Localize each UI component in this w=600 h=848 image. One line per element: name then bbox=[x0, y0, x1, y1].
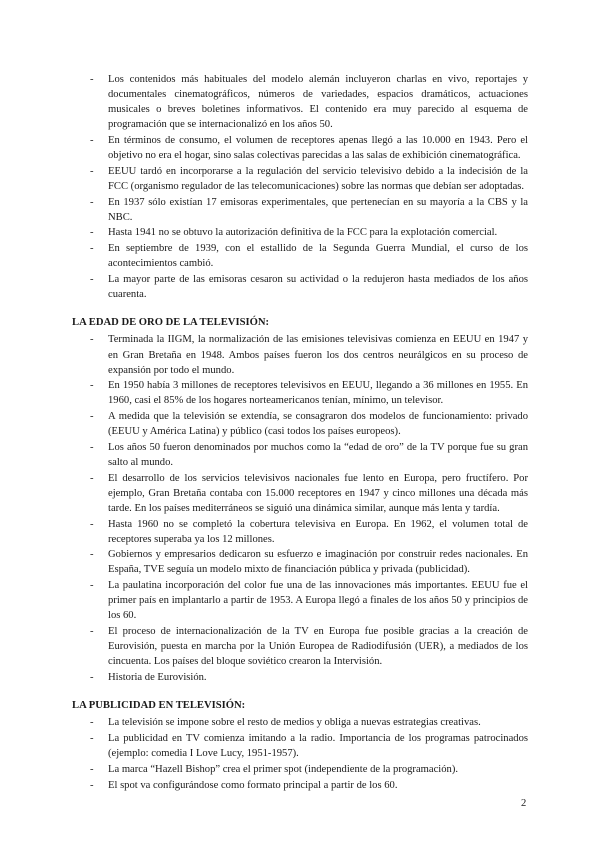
list-item: - Hasta 1941 no se obtuvo la autorización definitiva de la FCC para la explotación comercial. bbox=[90, 227, 498, 239]
list-item-text: En términos de consumo, el volumen de receptores apenas llegó a las 10.000 en 1943. Pero el objetivo no era el hogar, sino salas colectivas parecidas a las salas de exhibición cinematográfica. bbox=[108, 134, 528, 162]
list-item-text: Los años 50 fueron denominados por muchos como la “edad de oro” de la TV porque fue su gran salto al mundo. bbox=[108, 441, 528, 468]
list-item: - La publicidad en TV comienza imitando a la radio. Importancia de los programas patrocinados (ejemplo: comedia I Love Lucy, 1951-1957). bbox=[90, 733, 528, 760]
list-item: - En términos de consumo, el volumen de receptores apenas llegó a las 10.000 en 1943. Pero el objetivo no era el hogar, sino salas colectivas parecidas a las salas de exhibición cinematográfica. bbox=[90, 134, 528, 162]
advertising-list bbox=[72, 715, 528, 792]
list-item-text: La televisión se impone sobre el resto de medios y obliga a nuevas estrategias creativas. bbox=[108, 717, 481, 729]
page-number: 2 bbox=[521, 798, 527, 809]
list-item: - La televisión se impone sobre el resto de medios y obliga a nuevas estrategias creativas. bbox=[90, 717, 481, 729]
list-item-text: El desarrollo de los servicios televisivos nacionales fue lento en Europa, pero fructífero. Por ejemplo, Gran Bretaña contaba con 15.000 receptores en 1947 y cinco millones una década más tarde. En los países mediterráneos se siguió una dinámica similar, aunque más lenta y tardía. bbox=[108, 472, 528, 514]
list-item: - El spot va configurándose como formato principal a partir de los 60. bbox=[90, 779, 398, 791]
list-item: - EEUU tardó en incorporarse a la regulación del servicio televisivo debido a la indecisión de la FCC (organismo regulador de las telecomunicaciones) sobre las normas que debían ser adoptadas. bbox=[90, 165, 528, 192]
list-item: - Terminada la IIGM, la normalización de las emisiones televisivas comienza en EEUU en 1947 y en Gran Bretaña en 1948. Ambos países fueron los dos centros neurálgicos en su proceso de expansión por todo el mundo. bbox=[90, 334, 528, 376]
intro-list bbox=[72, 72, 528, 302]
list-item-text: La paulatina incorporación del color fue una de las innovaciones más importantes. EEUU fue el primer país en implantarlo a partir de 1953. A Europa llegó a finales de los años 50 y principios de los 60. bbox=[108, 580, 528, 622]
page-content bbox=[72, 72, 528, 793]
golden-age-list bbox=[72, 332, 528, 685]
list-item: - El proceso de internacionalización de la TV en Europa fue posible gracias a la creación de Eurovisión, puesta en marcha por la Unión Europea de Radiodifusión (UER), a mediados de los cincuenta. Los países del bloque soviético crearon la Intervisión. bbox=[90, 626, 528, 668]
list-item-text: Los contenidos más habituales del modelo alemán incluyeron charlas en vivo, reportajes y documentales cinematográficos, números de variedades, espacios dramáticos, actuaciones musicales o breves boletines informativos. El contenido era muy parecido al esquema de programación que se internacionalizó en los años 50. bbox=[108, 74, 528, 131]
list-item-text: El proceso de internacionalización de la TV en Europa fue posible gracias a la creación de Eurovisión, puesta en marcha por la Unión Europea de Radiodifusión (UER), a mediados de los cincuenta. Los países del bloque soviético crearon la Intervisión. bbox=[108, 626, 528, 668]
list-item-text: Terminada la IIGM, la normalización de las emisiones televisivas comienza en EEUU en 1947 y en Gran Bretaña en 1948. Ambos países fueron los dos centros neurálgicos en su proceso de expansión por todo el mundo. bbox=[108, 334, 528, 376]
list-item: - Historia de Eurovisión. bbox=[90, 671, 207, 683]
list-item-text: En septiembre de 1939, con el estallido de la Segunda Guerra Mundial, el curso de los acontecimientos cambió. bbox=[108, 243, 528, 270]
list-item: - A medida que la televisión se extendía, se consagraron dos modelos de funcionamiento: privado (EEUU y América Latina) y público (casi todos los países europeos). bbox=[90, 411, 528, 438]
list-item-text: El spot va configurándose como formato principal a partir de los 60. bbox=[108, 779, 398, 791]
list-item-text: En 1937 sólo existían 17 emisoras experimentales, que pertenecían en su mayoría a la CBS y la NBC. bbox=[108, 196, 528, 223]
list-item-text: La mayor parte de las emisoras cesaron su actividad o la redujeron hasta mediados de los años cuarenta. bbox=[108, 273, 528, 300]
list-item-text: A medida que la televisión se extendía, se consagraron dos modelos de funcionamiento: privado (EEUU y América Latina) y público (casi todos los países europeos). bbox=[108, 411, 528, 438]
list-item: - En septiembre de 1939, con el estallido de la Segunda Guerra Mundial, el curso de los acontecimientos cambió. bbox=[90, 243, 528, 270]
list-item-text: EEUU tardó en incorporarse a la regulación del servicio televisivo debido a la indecisión de la FCC (organismo regulador de las telecomunicaciones) sobre las normas que debían ser adoptadas. bbox=[108, 165, 528, 192]
list-item-text: Gobiernos y empresarios dedicaron su esfuerzo e imaginación por construir redes nacionales. En España, TVE seguía un modelo mixto de financiación pública y privada (publicidad). bbox=[108, 549, 528, 576]
section-heading-golden-age: LA EDAD DE ORO DE LA TELEVISIÓN: bbox=[72, 316, 270, 328]
list-item: - Hasta 1960 no se completó la cobertura televisiva en Europa. En 1962, el volumen total de receptores superaba ya los 12 millones. bbox=[90, 518, 528, 545]
section-heading-advertising: LA PUBLICIDAD EN TELEVISIÓN: bbox=[72, 699, 246, 711]
list-item: - Los años 50 fueron denominados por muchos como la “edad de oro” de la TV porque fue su gran salto al mundo. bbox=[90, 441, 528, 468]
list-item: - Gobiernos y empresarios dedicaron su esfuerzo e imaginación por construir redes nacionales. En España, TVE seguía un modelo mixto de financiación pública y privada (publicidad). bbox=[90, 549, 528, 576]
list-item-text: Historia de Eurovisión. bbox=[108, 671, 207, 683]
list-item-text: Hasta 1960 no se completó la cobertura televisiva en Europa. En 1962, el volumen total de receptores superaba ya los 12 millones. bbox=[108, 518, 528, 545]
list-item: - En 1950 había 3 millones de receptores televisivos en EEUU, llegando a 36 millones en 1955. En 1960, casi el 85% de los hogares norteamericanos tenían, mínimo, un televisor. bbox=[90, 380, 528, 407]
list-item-text: En 1950 había 3 millones de receptores televisivos en EEUU, llegando a 36 millones en 1955. En 1960, casi el 85% de los hogares norteamericanos tenían, mínimo, un televisor. bbox=[108, 380, 528, 407]
list-item: - La mayor parte de las emisoras cesaron su actividad o la redujeron hasta mediados de los años cuarenta. bbox=[90, 273, 528, 300]
list-item: - La marca “Hazell Bishop” crea el primer spot (independiente de la programación). bbox=[90, 763, 459, 775]
list-item-text: Hasta 1941 no se obtuvo la autorización definitiva de la FCC para la explotación comercial. bbox=[108, 227, 498, 239]
list-item: - La paulatina incorporación del color fue una de las innovaciones más importantes. EEUU fue el primer país en implantarlo a partir de 1953. A Europa llegó a finales de los años 50 y principios de los 60. bbox=[90, 580, 528, 622]
list-item: - El desarrollo de los servicios televisivos nacionales fue lento en Europa, pero fructífero. Por ejemplo, Gran Bretaña contaba con 15.000 receptores en 1947 y cinco millones una década más tarde. En los países mediterráneos se siguió una dinámica similar, aunque más lenta y tardía. bbox=[90, 472, 528, 514]
list-item: - En 1937 sólo existían 17 emisoras experimentales, que pertenecían en su mayoría a la CBS y la NBC. bbox=[90, 196, 528, 223]
list-item: - Los contenidos más habituales del modelo alemán incluyeron charlas en vivo, reportajes y documentales cinematográficos, números de variedades, espacios dramáticos, actuaciones musicales o breves boletines informativos. El contenido era muy parecido al esquema de programación que se internacionalizó en los años 50. bbox=[90, 74, 528, 131]
list-item-text: La publicidad en TV comienza imitando a la radio. Importancia de los programas patrocinados (ejemplo: comedia I Love Lucy, 1951-1957). bbox=[108, 733, 528, 760]
list-item-text: La marca “Hazell Bishop” crea el primer spot (independiente de la programación). bbox=[108, 763, 459, 775]
